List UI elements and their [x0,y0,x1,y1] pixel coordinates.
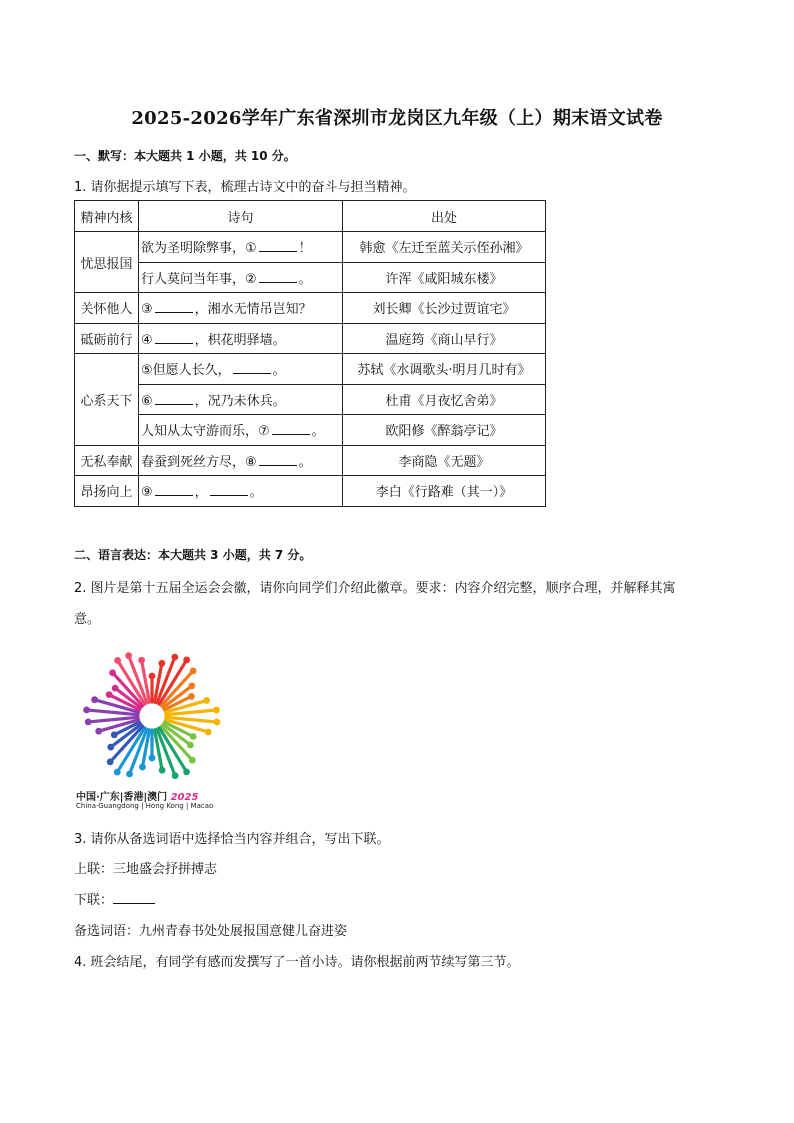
answer-blank[interactable] [155,483,193,496]
emblem-ray-tip [188,693,195,700]
answer-blank[interactable] [259,239,297,252]
emblem-ray-tip [171,654,178,661]
source-cell: 杜甫《月夜忆舍弟》 [343,384,546,415]
emblem-ray-tip [190,733,197,740]
emblem-ray-tip [205,729,212,736]
emblem-ray-tip [112,685,119,692]
poem-table-body [75,232,546,507]
emblem-ray-tip [107,758,114,765]
question-2-line-2: 意。 [74,612,101,627]
exam-title: 2025-2026学年广东省深圳市龙岗区九年级（上）期末语文试卷 [131,108,663,129]
source-cell: 韩愈《左迁至蓝关示侄孙湘》 [343,232,546,263]
source-cell: 李白《行路难（其一）》 [343,476,546,507]
emblem-ray-tip [149,755,156,762]
source-cell: 温庭筠《商山早行》 [343,323,546,354]
emblem-ray-tip [203,697,210,704]
answer-blank[interactable] [155,392,193,405]
table-row [75,323,546,354]
verse-text: 。 [249,485,263,501]
answer-blank[interactable] [113,891,155,904]
emblem-ray-tip [106,691,113,698]
emblem-ray-tip [107,744,114,751]
emblem-ray-tip [91,696,98,703]
spirit-core-cell: 忧思报国 [75,232,139,293]
section-2-heading: 二、语言表达：本大题共 3 小题，共 7 分。 [74,548,312,562]
couplet-options: 备选词语：九州青春书处处展报国意健儿奋进姿 [74,924,348,939]
question-1-prompt: 1. 请你据提示填写下表，梳理古诗文中的奋斗与担当精神。 [74,180,416,195]
table-row [75,445,546,476]
verse-cell [139,323,343,354]
answer-blank[interactable] [259,453,297,466]
question-3-prompt: 3. 请你从备选词语中选择恰当内容并组合，写出下联。 [74,832,390,847]
emblem-ray-tip [149,673,156,680]
verse-text: 。 [298,271,312,287]
emblem-ray-tip [114,769,121,776]
verse-cell [139,354,343,385]
emblem-ray-tip [214,719,221,726]
emblem-ray-tip [183,768,190,775]
emblem-ray-tip [159,767,166,774]
verse-text: 。 [298,454,312,470]
table-row [75,232,546,263]
verse-text: ⑨ [141,485,153,501]
poem-table [74,200,546,507]
table-row [75,354,546,385]
spirit-core-cell: 心系天下 [75,354,139,446]
source-cell: 欧阳修《醉翁亭记》 [343,415,546,446]
table-row [75,415,546,446]
couplet-lower-label: 下联： [74,893,114,908]
table-row [75,293,546,324]
question-2-line-1: 2. 图片是第十五届全运会会徽，请你向同学们介绍此徽章。要求：内容介绍完整，顺序合理，并解释其寓 [74,581,676,596]
table-row [75,262,546,293]
emblem-ray-tip [139,764,146,771]
emblem-caption-en: China·Guangdong | Hong Kong | Macao [76,802,214,810]
header-core: 精神内核 [75,201,139,232]
emblem-regions: 中国·广东|香港|澳门 [76,792,168,803]
spirit-core-cell: 无私奉献 [75,445,139,476]
emblem-ray-tip [125,652,132,659]
emblem-ray-tip [183,657,190,664]
verse-cell [139,262,343,293]
verse-cell [139,415,343,446]
verse-text: 人知从太守游而乐，⑦ [141,424,270,440]
verse-text: ！ [298,241,312,257]
verse-cell [139,445,343,476]
source-cell: 许浑《咸阳城东楼》 [343,262,546,293]
source-cell: 李商隐《无题》 [343,445,546,476]
answer-blank[interactable] [233,361,271,374]
emblem-ray-tip [187,742,194,749]
header-verse: 诗句 [139,201,343,232]
spirit-core-cell: 昂扬向上 [75,476,139,507]
answer-blank[interactable] [210,483,248,496]
table-row [75,476,546,507]
verse-text: 春蚕到死丝方尽，⑧ [141,454,257,470]
couplet-lower [74,889,155,908]
emblem-ray-tip [95,728,102,735]
answer-blank[interactable] [272,422,310,435]
header-source: 出处 [343,201,546,232]
emblem-ray-tip [172,772,179,779]
emblem-ray-tip [138,657,145,664]
emblem-ray-tip [85,719,92,726]
verse-text: ，枳花明驿墙。 [194,332,286,348]
verse-text: 。 [272,363,286,379]
section-1-heading: 一、默写：本大题共 1 小题，共 10 分。 [74,149,296,163]
emblem-ray-tip [190,668,197,675]
emblem-year: 2025 [170,792,199,803]
emblem-burst-icon [74,634,234,814]
verse-cell [139,293,343,324]
table-row [75,384,546,415]
spirit-core-cell: 关怀他人 [75,293,139,324]
couplet-upper: 上联：三地盛会抒拼搏志 [74,862,218,877]
verse-text: 行人莫问当年事，② [141,271,257,287]
source-cell: 刘长卿《长沙过贾谊宅》 [343,293,546,324]
verse-text: ③ [141,302,153,318]
verse-text: ⑥ [141,393,153,409]
emblem-ray-tip [188,683,195,690]
verse-text: 欲为圣明除弊事，① [141,241,257,257]
emblem-ray-tip [213,707,220,714]
verse-text: ， [194,485,208,501]
emblem-ray-tip [126,771,133,778]
question-4-prompt: 4. 班会结尾，有同学有感而发撰写了一首小诗。请你根据前两节续写第三节。 [74,955,520,970]
answer-blank[interactable] [155,331,193,344]
games-emblem [74,634,234,814]
emblem-ray-tip [158,660,165,667]
emblem-caption-cn [76,788,198,803]
verse-text: 。 [311,424,325,440]
verse-text: ⑤但愿人长久， [141,363,231,379]
answer-blank[interactable] [259,270,297,283]
verse-cell [139,384,343,415]
verse-cell [139,232,343,263]
verse-cell [139,476,343,507]
emblem-ray-tip [111,731,118,738]
table-header-row [75,201,546,232]
answer-blank[interactable] [155,300,193,313]
verse-text: ，况乃未休兵。 [194,393,286,409]
spirit-core-cell: 砥砺前行 [75,323,139,354]
verse-text: ，湘水无情吊岂知？ [194,302,312,318]
emblem-ray-tip [109,669,116,676]
source-cell: 苏轼《水调歌头·明月几时有》 [343,354,546,385]
emblem-ray-tip [83,707,90,714]
emblem-ray-tip [189,757,196,764]
emblem-ray-tip [114,657,121,664]
verse-text: ④ [141,332,153,348]
